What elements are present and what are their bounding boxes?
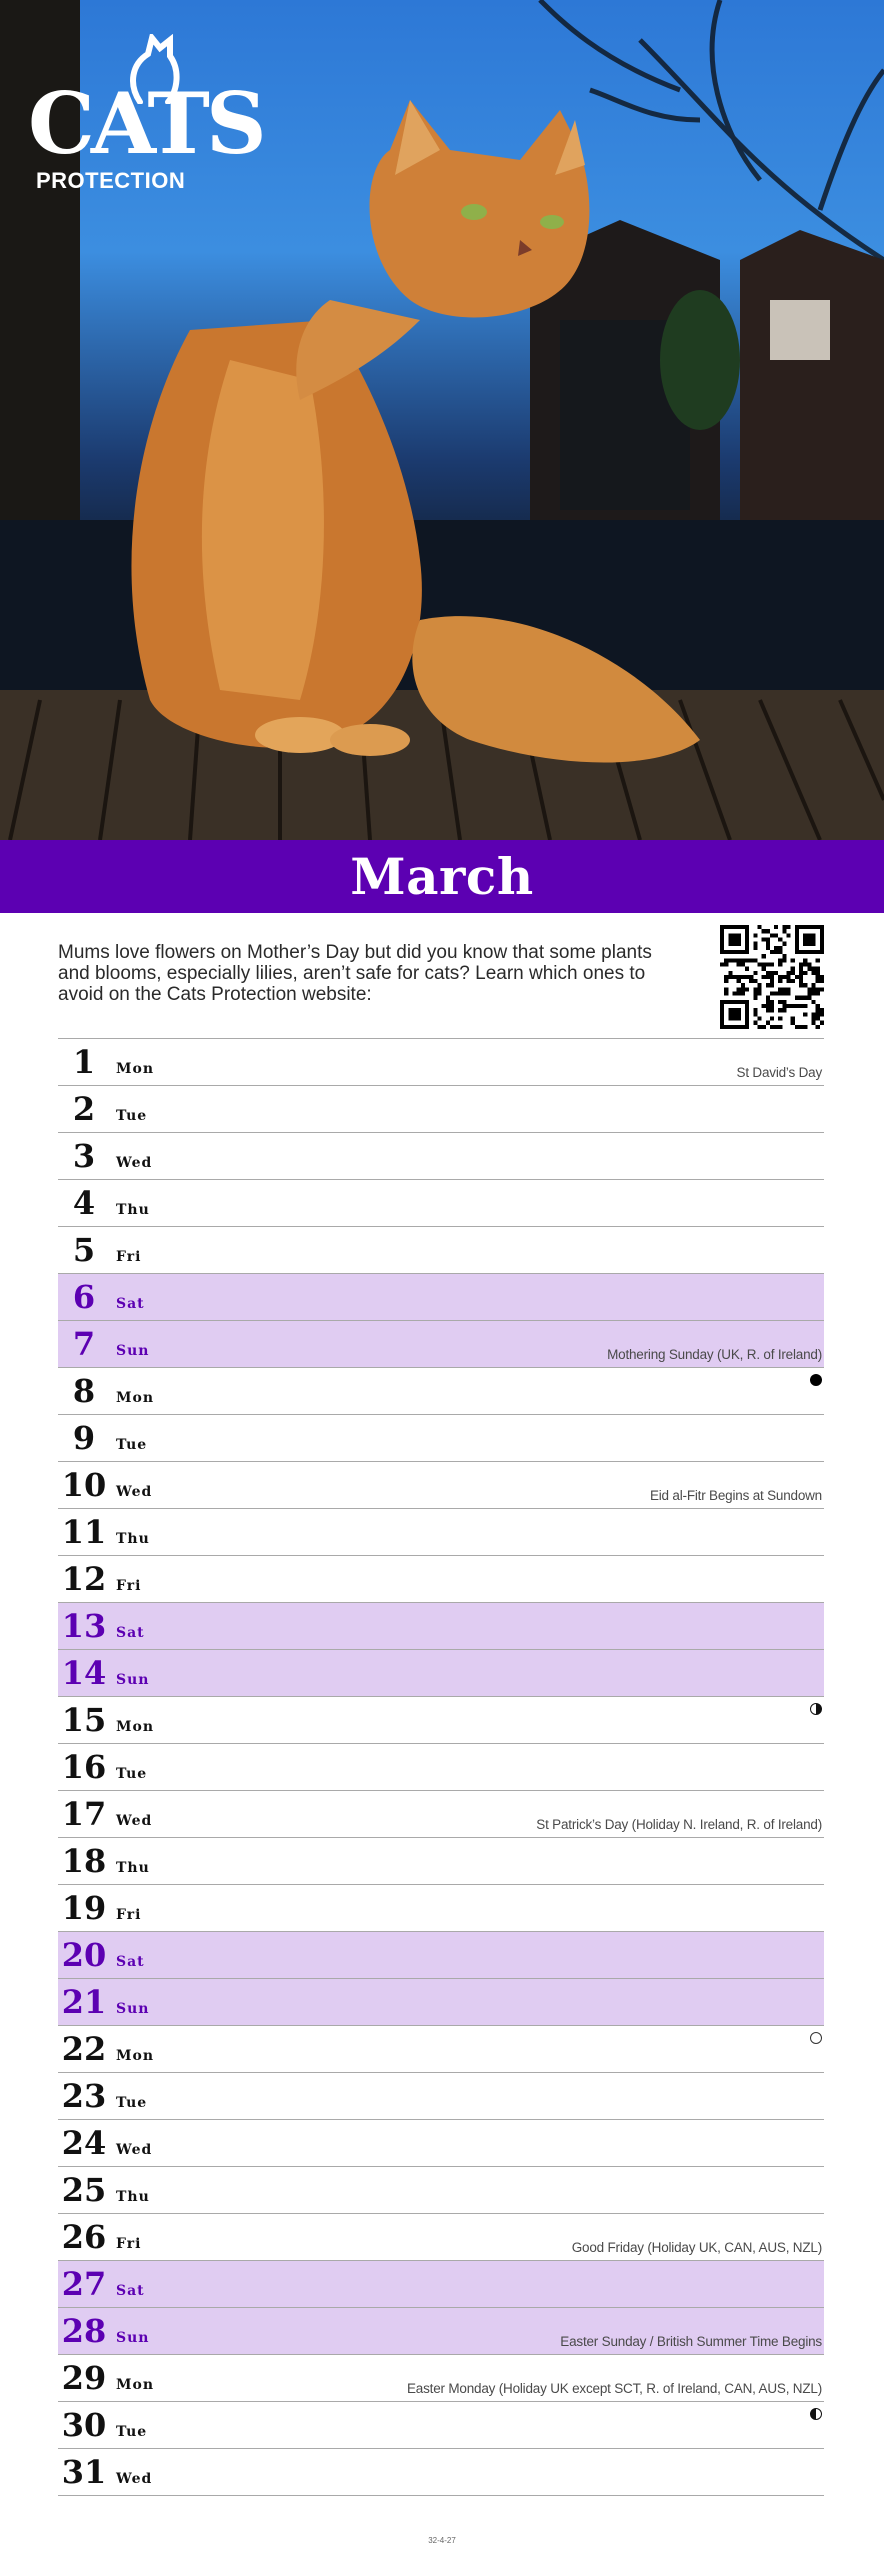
day-number: 31 [61,2453,107,2491]
day-number: 6 [72,1278,96,1316]
footer-code: 32-4-27 [428,2536,456,2545]
day-name: Fri [116,2236,142,2252]
last-moon-icon [810,2408,822,2420]
day-name: Mon [116,1390,155,1406]
intro-text: Mums love flowers on Mother’s Day but did you know that some plants and blooms, especially lilies, aren’t safe for cats? Learn which ones to avoid on the Cats Protection website: [58,942,652,1005]
day-name: Mon [116,1719,155,1735]
day-row [58,2026,824,2073]
day-number: 19 [61,1889,107,1927]
cat-photo [0,0,884,840]
day-name: Wed [116,2471,153,2487]
day-row [58,2073,824,2120]
day-row [58,1744,824,1791]
day-event: Easter Sunday / British Summer Time Begins [560,2334,822,2349]
day-number: 18 [61,1842,107,1880]
day-name: Sat [116,1296,145,1312]
month-header [0,840,884,913]
day-name: Wed [116,1813,153,1829]
day-name: Tue [116,1108,148,1124]
day-row [58,2167,824,2214]
day-number: 3 [72,1137,96,1175]
day-number: 22 [61,2030,107,2068]
day-name: Tue [116,1766,148,1782]
day-row [58,2214,824,2261]
day-number: 14 [61,1654,107,1692]
day-row [58,1838,824,1885]
day-name: Thu [116,1860,150,1876]
day-number: 26 [61,2218,107,2256]
day-row [58,1133,824,1180]
day-number: 23 [61,2077,107,2115]
day-name: Tue [116,2424,148,2440]
day-row [58,2308,824,2355]
day-name: Mon [116,2048,155,2064]
day-name: Wed [116,2142,153,2158]
day-name: Tue [116,2095,148,2111]
day-number: 27 [61,2265,107,2303]
day-name: Thu [116,1531,150,1547]
day-number: 16 [61,1748,107,1786]
day-row [58,1509,824,1556]
day-name: Fri [116,1907,142,1923]
day-row [58,2355,824,2402]
day-row [58,2120,824,2167]
day-name: Wed [116,1155,153,1171]
day-row [58,1603,824,1650]
month-title: March [350,847,534,906]
day-row [58,1039,824,1086]
day-name: Sat [116,1954,145,1970]
day-name: Thu [116,1202,150,1218]
day-name: Sat [116,1625,145,1641]
day-name: Tue [116,1437,148,1453]
day-row [58,1791,824,1838]
day-row [58,2402,824,2449]
day-row [58,1556,824,1603]
day-number: 21 [61,1983,107,2021]
logo-subtitle: PROTECTION [36,168,186,193]
day-name: Sun [116,2330,150,2346]
new-moon-icon [810,1374,822,1386]
day-number: 4 [72,1184,96,1222]
day-row [58,1885,824,1932]
day-number: 2 [72,1090,96,1128]
first-moon-icon [810,1703,822,1715]
day-row [58,1415,824,1462]
day-number: 25 [61,2171,107,2209]
day-row [58,1932,824,1979]
day-row [58,1462,824,1509]
day-name: Thu [116,2189,150,2205]
day-name: Sun [116,2001,150,2017]
day-name: Wed [116,1484,153,1500]
day-name: Sat [116,2283,145,2299]
cats-protection-logo [28,34,263,194]
day-event: Easter Monday (Holiday UK except SCT, R. of Ireland, CAN, AUS, NZL) [406,2381,822,2396]
calendar-days [58,1038,824,2496]
day-row [58,1697,824,1744]
day-name: Sun [116,1343,150,1359]
full-moon-icon [810,2032,822,2044]
day-name: Fri [116,1249,142,1265]
day-name: Fri [116,1578,142,1594]
day-event: St Patrick’s Day (Holiday N. Ireland, R. of Ireland) [536,1817,822,1832]
day-row [58,1274,824,1321]
qr-code[interactable] [720,925,824,1029]
day-number: 24 [61,2124,107,2162]
day-number: 1 [72,1043,96,1081]
day-number: 12 [61,1560,107,1598]
day-row [58,1227,824,1274]
day-row [58,1650,824,1697]
day-name: Mon [116,2377,155,2393]
day-number: 28 [61,2312,107,2350]
day-event: St David’s Day [736,1065,822,1080]
day-number: 13 [61,1607,107,1645]
day-number: 17 [61,1795,107,1833]
day-row [58,1321,824,1368]
day-row [58,2261,824,2308]
day-event: Mothering Sunday (UK, R. of Ireland) [607,1347,822,1362]
day-event: Good Friday (Holiday UK, CAN, AUS, NZL) [571,2240,822,2255]
day-name: Sun [116,1672,150,1688]
day-row [58,2449,824,2496]
day-number: 29 [61,2359,107,2397]
day-row [58,1180,824,1227]
day-number: 20 [61,1936,107,1974]
day-number: 30 [61,2406,107,2444]
day-number: 5 [72,1231,96,1269]
day-row [58,1086,824,1133]
day-number: 10 [61,1466,107,1504]
logo-wordmark: CATS [28,74,263,173]
day-number: 8 [72,1372,96,1410]
day-number: 9 [72,1419,96,1457]
day-name: Mon [116,1061,155,1077]
day-row [58,1979,824,2026]
day-row [58,1368,824,1415]
day-event: Eid al-Fitr Begins at Sundown [649,1488,822,1503]
day-number: 7 [72,1325,96,1363]
day-number: 15 [61,1701,107,1739]
day-number: 11 [61,1513,107,1551]
